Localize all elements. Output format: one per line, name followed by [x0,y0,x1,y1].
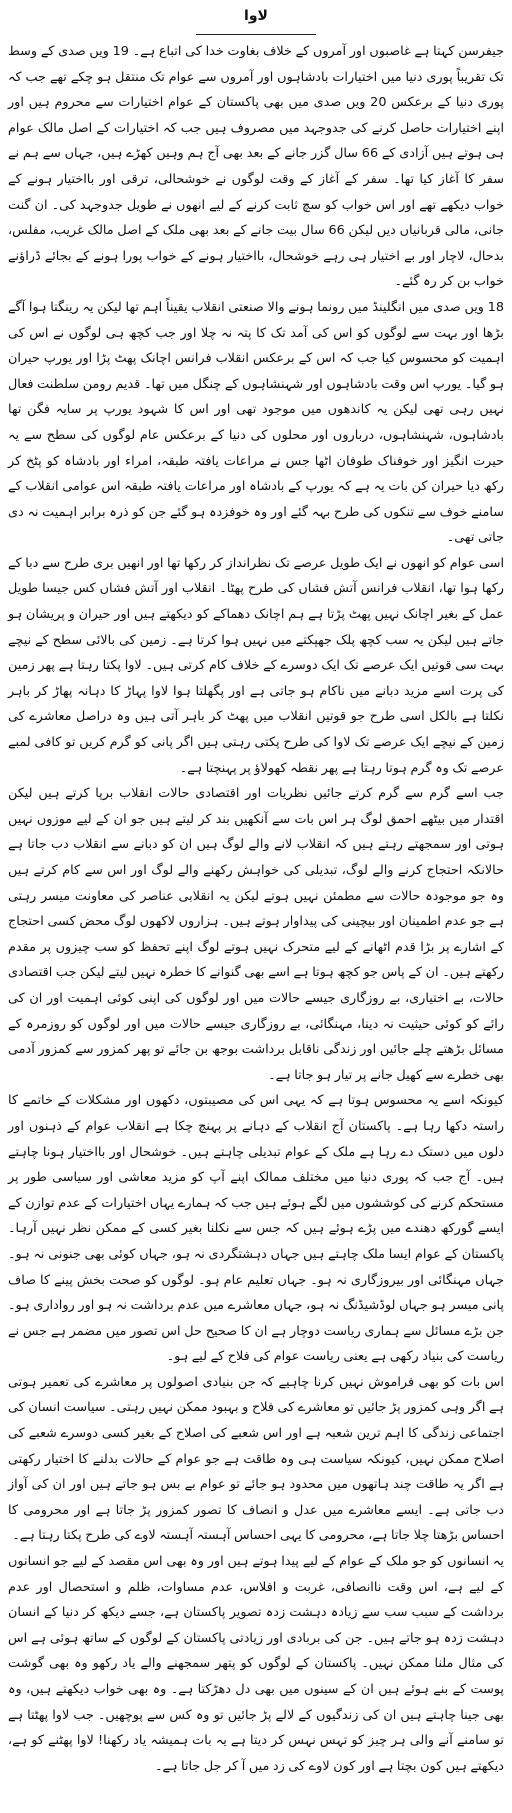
article-paragraph: جیفرسن کہتا ہے غاصبوں اور آمروں کے خلاف بغاوت خدا کی اتباع ہے۔ 19 ویں صدی کے وسط تک تقریباً پوری دنیا میں اختیارات بادشاہوں اور آمروں سے عوام تک منتقل ہو چکے تھے جب کہ پوری دنیا کے برعکس 20 ویں صدی میں بھی پاکستان کے عوام اختیارات سے محروم ہیں اور اپنے اختیارات حاصل کرنے کی جدوجہد میں مصروف ہیں جب کہ اختیارات کے اصل مالک عوام ہی ہوتے ہیں آزادی کے 66 سال گزر جانے کے بعد بھی آج ہم وہیں کھڑے ہیں، جہاں سے ہم نے سفر کا آغاز کیا تھا۔ سفر کے آغاز کے وقت لوگوں نے خوشحالی، ترقی اور بااختیار ہونے کے خواب دیکھے تھے اور اس خواب کو سچ ثابت کرنے کے لیے انھوں نے طویل جدوجہد کی۔ ان گنت جانی، مالی قربانیاں دیں لیکن 66 سال بیت جانے کے بعد بھی ملک کے اصل مالک غریب، مفلس، بدحال، لاچار اور بے اختیار ہی رہے خوشحال، بااختیار ہونے کے خواب پورا ہونے کے بجائے ڈراؤنے خواب بن کر رہ گئے۔ [8,44,504,290]
article-paragraph: یہ انسانوں کو جو ملک کے عوام کے لیے پیدا ہوتے ہیں اور وہ بھی اس مقصد کے لیے جو انسانوں کے لیے ہے، اس وقت ناانصافی، غربت و افلاس، عدم مساوات، ظلم و استحصال اور عدم برداشت کے سبب سب سے زیادہ دہشت زدہ تصویر پاکستان ہے، جسے دیکھ کر دنیا کے انسان دہشت زدہ ہو جاتے ہیں۔ جن کی بربادی اور زیادتی پاکستان کے لوگوں کے ساتھ ہوئی ہے اس کی مثال ملنا ممکن نہیں۔ پاکستان کے لوگوں کو پتھر سمجھنے والے یاد رکھو وہ بھی گوشت پوست کے بنے ہوئے ہیں ان کے سینوں میں بھی دل دھڑکتا ہے۔ وہ بھی خواب دیکھتے ہیں، وہ بھی جینا چاہتے ہیں ان کی زندگیوں کے لالے پڑ جائیں تو وہ کس سے پوچھیں۔ جب لاوا پھٹتا ہے تو سامنے آنے والی ہر چیز کو تہس نہس کر دیتا ہے یہ بات ہمیشہ یاد رکھنا! لاوا پھٹنے کو ہے، دیکھتے ہیں کون بچتا ہے اور کون لاوے کی زد میں آ کر جل جاتا ہے۔ [8,1554,504,1774]
article-paragraph: اسی عوام کو انھوں نے ایک طویل عرصے تک نظرانداز کر رکھا تھا اور انھیں بری طرح سے دبا کے رکھا ہوا تھا، انقلاب فرانس آتش فشاں کی طرح پھٹا۔ انقلاب اور آتش فشاں کس جیسا طویل عمل کے بغیر اچانک نہیں پھٹ پڑتا ہے ہم اچانک دھماکے کو دیکھتے ہیں اور حیران و پریشان ہو جاتے ہیں لیکن یہ سب کچھ پلک جھپکتے میں نہیں ہوا کرتا ہے۔ زمین کی بالائی سطح کے نیچے بہت سی قوتیں ایک عرصے تک ایک دوسرے کے خلاف کام کرتی ہیں۔ لاوا پکتا رہتا ہے پھر زمین کی پرت اسے مزید دبانے میں ناکام ہو جاتی ہے اور پگھلتا ہوا لاوا پہاڑ کا دہانہ پھاڑ کر باہر نکلتا ہے بالکل اسی طرح جو قوتیں انقلاب میں پھٹ کر باہر آتی ہیں وہ دراصل معاشرے کی زمین کے نیچے ایک عرصے تک لاوا کی طرح پکتی رہتی ہیں اگر پانی کو گرم کریں تو کافی لمبے عرصے تک وہ گرم ہوتا رہتا ہے پھر نقطہ کھولاؤ پر پہنچتا ہے۔ [8,555,504,776]
article-title: لاوا [244,8,268,24]
article-paragraph: جب اسے گرم سے گرم کرتے جائیں نظریات اور اقتصادی حالات انقلاب برپا کرتے ہیں لیکن اقتدار میں بیٹھے احمق لوگ ہر اس بات سے آنکھیں بند کر لیتے ہیں جو ان کے لیے موزوں نہیں ہوتی اور سمجھتے رہتے ہیں کہ انقلاب لانے والے لوگ ہیں ان کو دبانے سے انقلاب دب جاتا ہے حالانکہ احتجاج کرنے والے لوگ، تبدیلی کی خواہش رکھنے والے لوگ اور اس سے کام کرتے ہیں وہ جو موجودہ حالات سے مطمئن نہیں ہوتے لیکن یہ انقلابی عناصر کی معاونت میسر رہتی ہے جو عدم اطمینان اور بیچینی کی پیداوار ہوتے ہیں۔ ہزاروں لاکھوں لوگ محض کسی احتجاج کے اشارے پر بڑا قدم اٹھانے کے لیے متحرک نہیں ہوتے لوگ اپنے تحفظ کو سب چیزوں پر مقدم رکھتے ہیں۔ ان کے پاس جو کچھ ہوتا ہے اسے بھی گنوانے کا خطرہ نہیں لیتے لیکن جب اقتصادی حالات، بے اختیاری، بے روزگاری جیسے حالات میں اور لوگوں کی اپنی کوئی اہمیت اور ان کی رائے کو کوئی حیثیت نہ دینا، مہنگائی، بے روزگاری جیسے حالات میں اور لوگوں کو روزمرہ کے مسائل بڑھتے چلے جائیں اور زندگی ناقابل برداشت بوجھ بن جائے تو پھر کمزور سے کمزور آدمی بھی خطرے سے کھیل جانے پر تیار ہو جاتا ہے۔ [8,786,504,1083]
article-paragraph: 18 ویں صدی میں انگلینڈ میں رونما ہونے والا صنعتی انقلاب یقیناً اہم تھا لیکن یہ رینگتا ہوا آگے بڑھا اور بہت سے لوگوں کو اس کی آمد تک کا پتہ نہ چلا اور جب کچھ ہی لوگوں نے اس کی اہمیت کو محسوس کیا جب کہ اس کے برعکس انقلاب فرانس اچانک پھٹ پڑا اور یورپ حیران ہو گیا۔ یورپ اس وقت بادشاہوں اور شہنشاہوں کے چنگل میں تھا۔ قدیم رومن سلطنت فعال نہیں رہی تھی لیکن یہ کاندھوں میں موجود تھی اور اس کا شہود یورپ پر سایہ فگن تھا بادشاہوں، شہنشاہوں، درباروں اور محلوں کی دنیا کے برعکس عام لوگوں کی سطح سے یہ حیرت انگیز اور خوفناک طوفان اٹھا جس نے مراعات یافتہ طبقہ، امراء اور بادشاہ کو پٹخ کر رکھ دیا حیران کن بات یہ ہے کہ یورپ کے بادشاہ اور مراعات یافتہ طبقہ اس عوامی انقلاب کے سامنے خوف سے تنکوں کی طرح بہہ گئے اور وہ خوفزدہ ہو گئے جن کو ذرہ برابر اہمیت نہ دی جاتی تھی۔ [8,299,504,546]
article-body [8,39,504,1779]
article-paragraph: اس بات کو بھی فراموش نہیں کرنا چاہیے کہ جن بنیادی اصولوں پر معاشرے کی تعمیر ہوتی ہے اگر وہی کمزور پڑ جائیں تو معاشرے کی فلاح و بہبود ممکن نہیں رہتی۔ سیاست انسان کی اجتماعی زندگی کا اہم ترین شعبہ ہے اور اس شعبے کی اصلاح کے بغیر کسی دوسرے شعبے کی اصلاح ممکن نہیں، کیونکہ سیاست ہی وہ طاقت ہے جو عوام کے حالات بدلنے کا اختیار رکھتی ہے اگر یہ طاقت چند ہاتھوں میں محدود ہو جائے تو عوام بے بس ہو جاتے ہیں اور ان کی آواز دب جاتی ہے۔ ایسے معاشرے میں عدل و انصاف کا تصور کمزور پڑ جاتا ہے اور محرومی کا احساس بڑھتا چلا جاتا ہے، محرومی کا یہی احساس آہستہ آہستہ لاوے کی طرح پکتا رہتا ہے۔ [8,1374,504,1544]
title-divider [196,34,316,35]
article-paragraph: کیونکہ اسے یہ محسوس ہوتا ہے کہ یہی اس کی مصیبتوں، دکھوں اور مشکلات کے خاتمے کا راستہ دکھا رہا ہے۔ پاکستان آج انقلاب کے دہانے پر پہنچ چکا ہے انقلاب عوام کے ذہنوں اور دلوں میں دستک دے رہا ہے ملک کے عوام تبدیلی چاہتے ہیں۔ خوشحال اور بااختیار ہونا چاہتے ہیں۔ آج جب کہ پوری دنیا میں مختلف ممالک اپنے آپ کو مزید معاشی اور سیاسی طور پر مستحکم کرنے کی کوششوں میں لگے ہوئے ہیں جب کہ ہمارے یہاں اختیارات کے عدم توازن کے ایسے گورکھ دھندے میں پڑے ہوئے ہیں کہ جس سے نکلنا بغیر کسی کے ممکن نظر نہیں آرہا۔ پاکستان کے عوام ایسا ملک چاہتے ہیں جہاں دہشتگردی نہ ہو، جہاں کوئی بھی جنونی نہ ہو۔ جہاں مہنگائی اور بیروزگاری نہ ہو۔ جہاں تعلیم عام ہو۔ لوگوں کو صحت بخش پینے کا صاف پانی میسر ہو جہاں لوڈشیڈنگ نہ ہو، جہاں معاشرے میں عدم برداشت نہ ہو اور رواداری ہو۔ جن بڑے مسائل سے ہماری ریاست دوچار ہے ان کا صحیح حل اس تصور میں مضمر ہے جس نے ریاست کی بنیاد رکھی ہے یعنی ریاست عوام کی فلاح کے لیے ہو۔ [8,1093,504,1365]
